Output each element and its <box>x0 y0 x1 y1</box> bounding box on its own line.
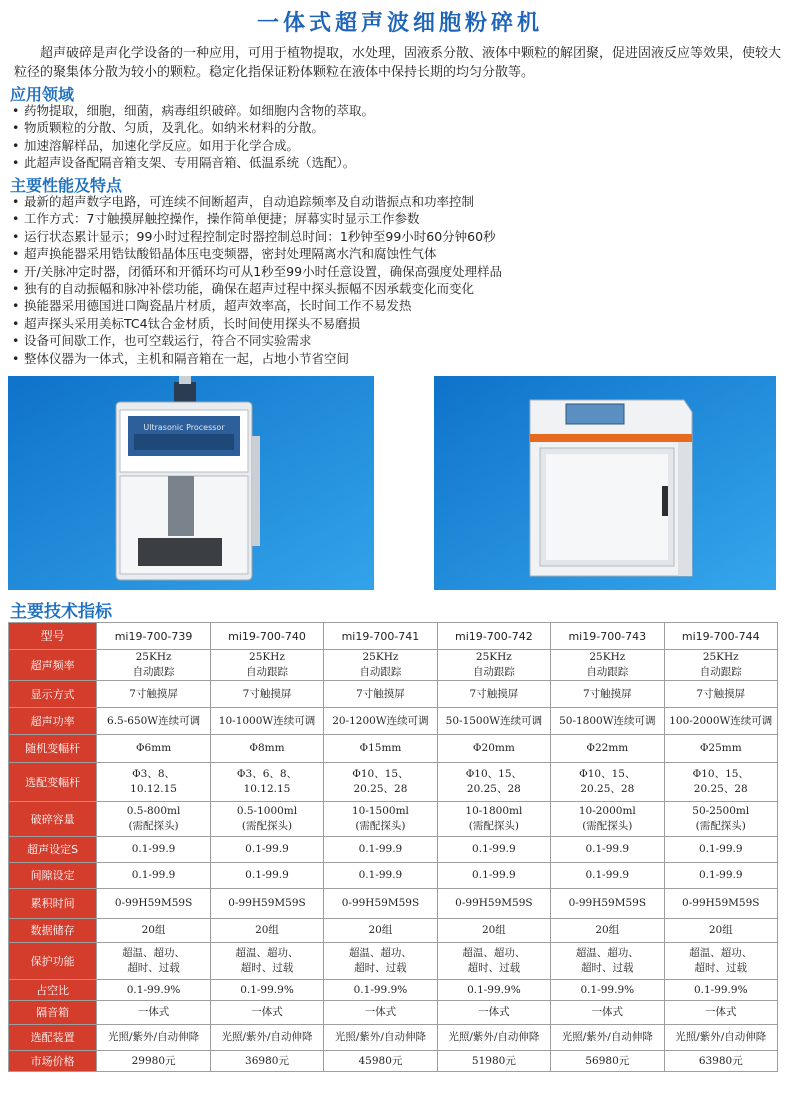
table-cell: 0-99H59M59S <box>437 889 550 919</box>
table-cell: 0.1-99.9 <box>97 863 210 889</box>
row-label: 占空比 <box>9 980 97 1001</box>
table-cell: 6.5-650W连续可调 <box>97 708 210 735</box>
table-cell: Φ3、6、8、 10.12.15 <box>210 763 323 802</box>
row-label: 显示方式 <box>9 681 97 708</box>
table-cell: 超温、超功、 超时、过载 <box>437 943 550 980</box>
table-cell: 0.1-99.9% <box>664 980 777 1001</box>
table-cell: 一体式 <box>324 1001 437 1025</box>
row-label: 间隙设定 <box>9 863 97 889</box>
table-cell: 一体式 <box>664 1001 777 1025</box>
table-cell: 0.1-99.9 <box>551 837 664 863</box>
row-label: 超声设定S <box>9 837 97 863</box>
table-cell: 20组 <box>97 919 210 943</box>
table-cell: 10-1500ml (需配探头) <box>324 802 437 837</box>
table-cell: 光照/紫外/自动伸降 <box>664 1025 777 1051</box>
row-label: 保护功能 <box>9 943 97 980</box>
table-cell: 光照/紫外/自动伸降 <box>437 1025 550 1051</box>
table-row <box>9 1025 778 1051</box>
table-row <box>9 919 778 943</box>
table-cell: Φ6mm <box>97 735 210 763</box>
table-cell: 超温、超功、 超时、过载 <box>324 943 437 980</box>
table-cell: 光照/紫外/自动伸降 <box>551 1025 664 1051</box>
list-item: • 超声换能器采用锆钛酸铅晶体压电变频器，密封处理隔离水汽和腐蚀性气体 <box>12 245 792 262</box>
table-cell: 0.1-99.9 <box>324 863 437 889</box>
list-item: • 开/关脉冲定时器，闭循环和开循环均可从1秒至99小时任意设置，确保高强度处理样品 <box>12 263 792 280</box>
table-cell: 0.1-99.9 <box>664 863 777 889</box>
table-cell: Φ20mm <box>437 735 550 763</box>
table-row <box>9 650 778 681</box>
table-cell: 7寸触摸屏 <box>97 681 210 708</box>
table-cell: 0.5-800ml (需配探头) <box>97 802 210 837</box>
table-cell: 0.1-99.9 <box>437 837 550 863</box>
table-cell: 0.1-99.9 <box>210 837 323 863</box>
table-row <box>9 980 778 1001</box>
table-cell: 36980元 <box>210 1051 323 1072</box>
table-cell: 0.1-99.9 <box>97 837 210 863</box>
table-cell: 29980元 <box>97 1051 210 1072</box>
product-photo-integrated <box>8 376 374 590</box>
model-header: mi19-700-741 <box>324 623 437 650</box>
table-cell: 一体式 <box>210 1001 323 1025</box>
table-row <box>9 623 778 650</box>
row-label: 隔音箱 <box>9 1001 97 1025</box>
list-item: • 超声探头采用美标TC4钛合金材质，长时间使用探头不易磨损 <box>12 315 792 332</box>
model-header: mi19-700-740 <box>210 623 323 650</box>
table-cell: 56980元 <box>551 1051 664 1072</box>
table-cell: 7寸触摸屏 <box>210 681 323 708</box>
table-cell: 51980元 <box>437 1051 550 1072</box>
table-cell: 25KHz 自动跟踪 <box>97 650 210 681</box>
table-cell: 0.1-99.9% <box>210 980 323 1001</box>
table-cell: 光照/紫外/自动伸降 <box>324 1025 437 1051</box>
table-cell: Φ25mm <box>664 735 777 763</box>
table-cell: 0.5-1000ml (需配探头) <box>210 802 323 837</box>
table-cell: 20组 <box>210 919 323 943</box>
table-cell: 7寸触摸屏 <box>324 681 437 708</box>
applications-heading: 应用领域 <box>10 85 75 104</box>
row-label: 破碎容量 <box>9 802 97 837</box>
model-header: mi19-700-742 <box>437 623 550 650</box>
table-cell: 20组 <box>324 919 437 943</box>
row-label: 超声功率 <box>9 708 97 735</box>
intro-paragraph: 超声破碎是声化学设备的一种应用，可用于植物提取，水处理，固液系分散、液体中颗粒的解团聚，促进固液反应等效果，使较大粒径的聚集体分散为较小的颗粒。稳定化指保证粉体颗粒在液体中保持长期的均匀分散等。 <box>14 46 782 80</box>
table-cell: 一体式 <box>551 1001 664 1025</box>
table-row <box>9 1001 778 1025</box>
screen-label: Ultrasonic Processor <box>143 423 225 432</box>
table-cell: 7寸触摸屏 <box>664 681 777 708</box>
table-cell: 63980元 <box>664 1051 777 1072</box>
row-label: 数据储存 <box>9 919 97 943</box>
table-cell: Φ10、15、 20.25、28 <box>551 763 664 802</box>
table-cell: 超温、超功、 超时、过载 <box>551 943 664 980</box>
model-header: mi19-700-739 <box>97 623 210 650</box>
table-cell: Φ8mm <box>210 735 323 763</box>
row-label: 超声频率 <box>9 650 97 681</box>
table-cell: 10-1000W连续可调 <box>210 708 323 735</box>
table-cell: 7寸触摸屏 <box>551 681 664 708</box>
list-item: • 换能器采用德国进口陶瓷晶片材质，超声效率高，长时间工作不易发热 <box>12 297 792 314</box>
table-row <box>9 681 778 708</box>
list-item: • 此超声设备配隔音箱支架、专用隔音箱、低温系统（选配）。 <box>12 154 792 171</box>
table-cell: 0-99H59M59S <box>664 889 777 919</box>
table-cell: 0-99H59M59S <box>97 889 210 919</box>
table-cell: 超温、超功、 超时、过载 <box>210 943 323 980</box>
list-item: • 加速溶解样品，加速化学反应。如用于化学合成。 <box>12 137 792 154</box>
table-cell: 50-1800W连续可调 <box>551 708 664 735</box>
table-cell: 25KHz 自动跟踪 <box>324 650 437 681</box>
list-item: • 物质颗粒的分散、匀质，及乳化。如纳米材料的分散。 <box>12 119 792 136</box>
list-item: • 整体仪器为一体式，主机和隔音箱在一起，占地小节省空间 <box>12 350 792 367</box>
applications-list <box>12 102 792 172</box>
table-cell: 20组 <box>551 919 664 943</box>
page-title: 一体式超声波细胞粉碎机 <box>256 11 543 36</box>
list-item: • 运行状态累计显示；99小时过程控制定时器控制总时间：1秒钟至99小时60分钟60秒 <box>12 228 792 245</box>
table-cell: 25KHz 自动跟踪 <box>551 650 664 681</box>
model-header: mi19-700-744 <box>664 623 777 650</box>
table-cell: 光照/紫外/自动伸降 <box>97 1025 210 1051</box>
table-cell: Φ10、15、 20.25、28 <box>437 763 550 802</box>
table-cell: Φ22mm <box>551 735 664 763</box>
table-row <box>9 708 778 735</box>
table-cell: 0-99H59M59S <box>551 889 664 919</box>
table-header-label: 型号 <box>9 623 97 650</box>
table-cell: 0.1-99.9 <box>437 863 550 889</box>
row-label: 随机变幅杆 <box>9 735 97 763</box>
list-item: • 工作方式：7寸触摸屏触控操作，操作简单便捷；屏幕实时显示工作参数 <box>12 210 792 227</box>
table-cell: Φ15mm <box>324 735 437 763</box>
table-cell: 45980元 <box>324 1051 437 1072</box>
list-item: • 设备可间歇工作，也可空载运行，符合不同实验需求 <box>12 332 792 349</box>
table-cell: 0.1-99.9 <box>664 837 777 863</box>
row-label: 选配装置 <box>9 1025 97 1051</box>
table-cell: 0.1-99.9% <box>324 980 437 1001</box>
features-list <box>12 193 792 367</box>
features-heading: 主要性能及特点 <box>10 176 123 195</box>
table-row <box>9 943 778 980</box>
table-row <box>9 802 778 837</box>
table-cell: 0.1-99.9 <box>210 863 323 889</box>
table-cell: 25KHz 自动跟踪 <box>210 650 323 681</box>
table-row <box>9 837 778 863</box>
table-cell: 0.1-99.9% <box>551 980 664 1001</box>
table-cell: 25KHz 自动跟踪 <box>664 650 777 681</box>
model-header: mi19-700-743 <box>551 623 664 650</box>
row-label: 累积时间 <box>9 889 97 919</box>
table-cell: Φ3、8、 10.12.15 <box>97 763 210 802</box>
specs-table <box>8 622 778 1072</box>
table-row <box>9 863 778 889</box>
table-row <box>9 763 778 802</box>
list-item: • 药物提取，细胞，细菌，病毒组织破碎。如细胞内含物的萃取。 <box>12 102 792 119</box>
table-cell: 超温、超功、 超时、过载 <box>664 943 777 980</box>
table-cell: 0.1-99.9% <box>97 980 210 1001</box>
table-row <box>9 1051 778 1072</box>
table-cell: 50-1500W连续可调 <box>437 708 550 735</box>
table-cell: 20组 <box>437 919 550 943</box>
table-row <box>9 889 778 919</box>
table-cell: 0.1-99.9 <box>551 863 664 889</box>
table-cell: 0.1-99.9% <box>437 980 550 1001</box>
table-cell: Φ10、15、 20.25、28 <box>664 763 777 802</box>
product-photo-sound-box <box>434 376 776 590</box>
table-cell: 10-2000ml (需配探头) <box>551 802 664 837</box>
table-cell: Φ10、15、 20.25、28 <box>324 763 437 802</box>
list-item: • 独有的自动振幅和脉冲补偿功能，确保在超声过程中探头振幅不因承载变化而变化 <box>12 280 792 297</box>
table-cell: 0-99H59M59S <box>324 889 437 919</box>
table-row <box>9 735 778 763</box>
table-cell: 超温、超功、 超时、过载 <box>97 943 210 980</box>
table-cell: 50-2500ml (需配探头) <box>664 802 777 837</box>
row-label: 选配变幅杆 <box>9 763 97 802</box>
table-cell: 100-2000W连续可调 <box>664 708 777 735</box>
table-cell: 7寸触摸屏 <box>437 681 550 708</box>
row-label: 市场价格 <box>9 1051 97 1072</box>
table-cell: 0-99H59M59S <box>210 889 323 919</box>
table-cell: 20-1200W连续可调 <box>324 708 437 735</box>
table-cell: 光照/紫外/自动伸降 <box>210 1025 323 1051</box>
table-cell: 一体式 <box>97 1001 210 1025</box>
table-cell: 一体式 <box>437 1001 550 1025</box>
table-cell: 25KHz 自动跟踪 <box>437 650 550 681</box>
list-item: • 最新的超声数字电路，可连续不间断超声，自动追踪频率及自动谐振点和功率控制 <box>12 193 792 210</box>
table-cell: 10-1800ml (需配探头) <box>437 802 550 837</box>
table-cell: 0.1-99.9 <box>324 837 437 863</box>
specs-heading: 主要技术指标 <box>10 602 112 622</box>
table-cell: 20组 <box>664 919 777 943</box>
